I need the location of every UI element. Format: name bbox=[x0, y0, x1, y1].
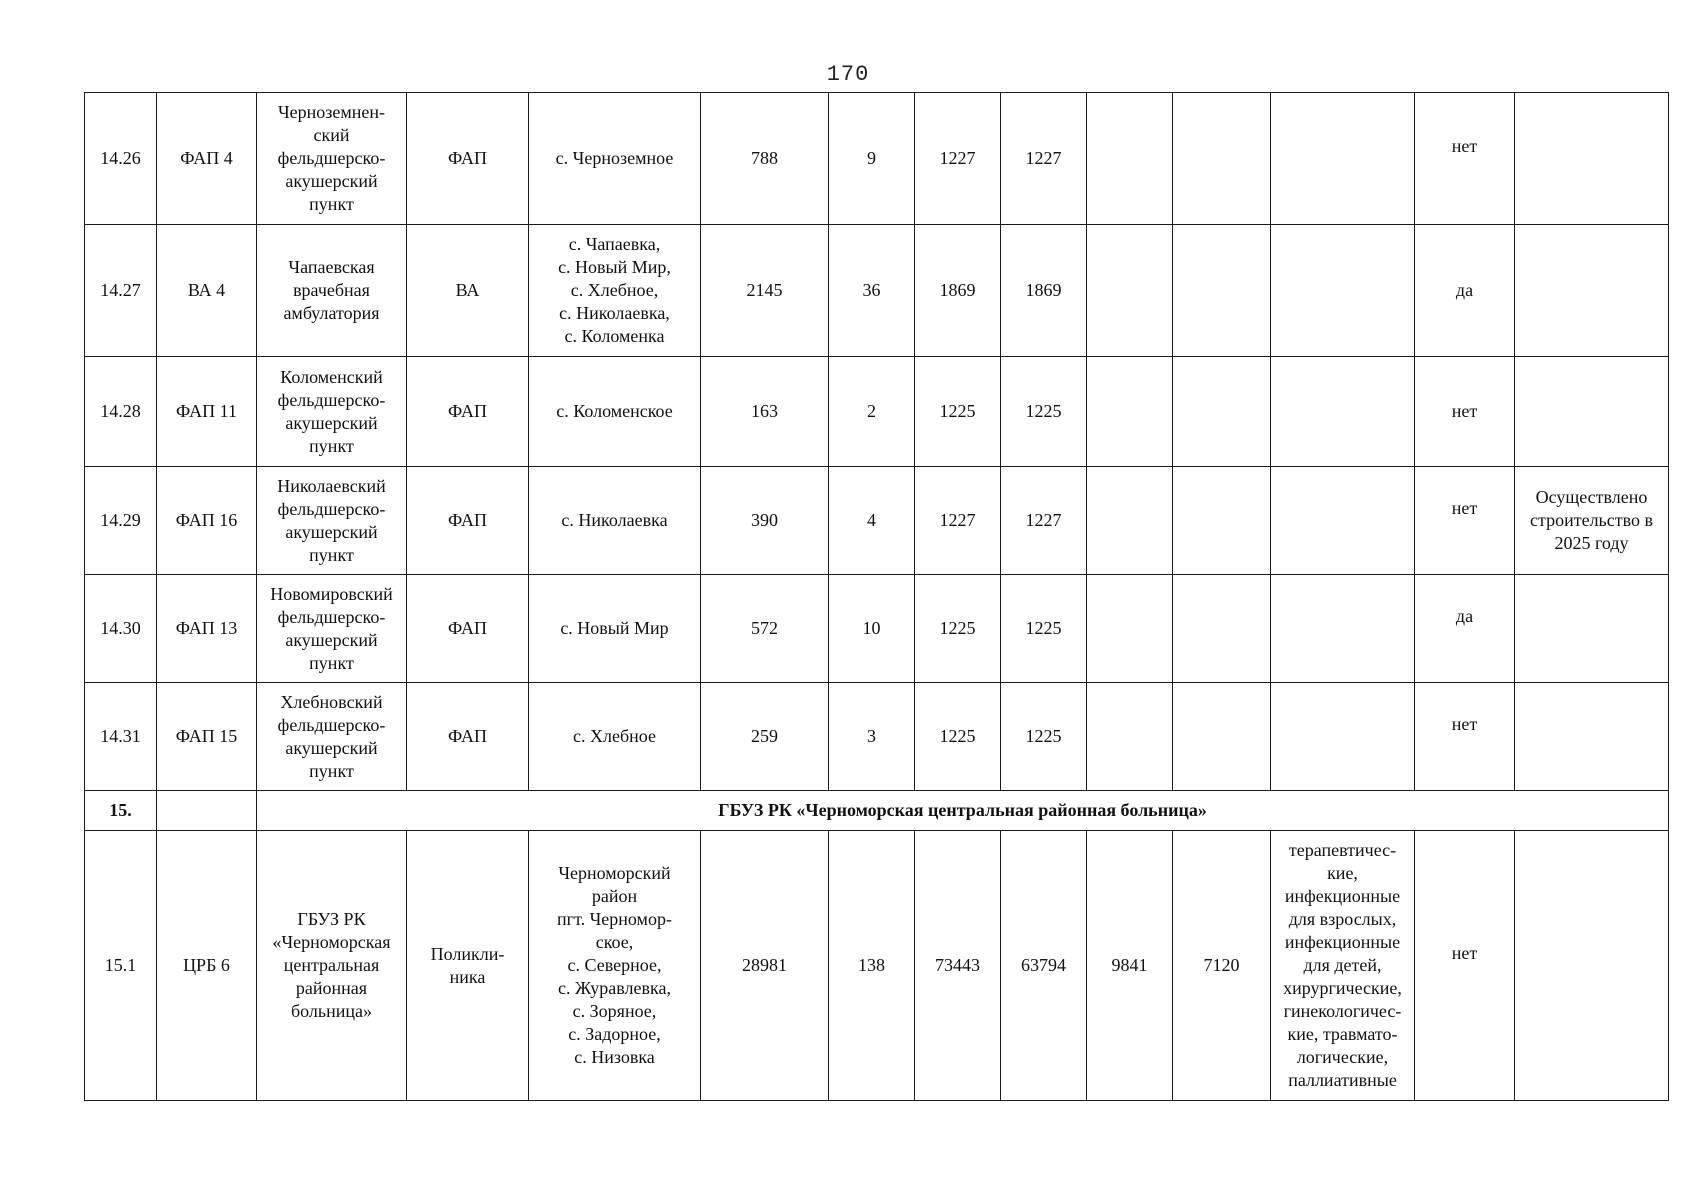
facility-name: Черноземнен- ский фельдшерско- акушерский пункт bbox=[257, 93, 407, 225]
cell-col12 bbox=[1271, 93, 1415, 225]
cell-col10 bbox=[1087, 575, 1173, 683]
facility-code: ФАП 15 bbox=[157, 683, 257, 791]
row-number: 14.26 bbox=[85, 93, 157, 225]
facility-address: Черноморский район пгт. Черномор- ское, с. Северное, с. Журавлевка, с. Зоряное, с. Задорное, с. Низовка bbox=[529, 831, 701, 1101]
cell-col7: 36 bbox=[829, 225, 915, 357]
cell-col9: 63794 bbox=[1001, 831, 1087, 1101]
cell-col10 bbox=[1087, 683, 1173, 791]
cell-col8: 73443 bbox=[915, 831, 1001, 1101]
section-header-row bbox=[85, 791, 1669, 831]
table-row bbox=[85, 357, 1669, 467]
cell-col9: 1869 bbox=[1001, 225, 1087, 357]
table-row bbox=[85, 575, 1669, 683]
section-empty-cell bbox=[157, 791, 257, 831]
cell-col11 bbox=[1173, 357, 1271, 467]
cell-col13: нет bbox=[1415, 357, 1515, 467]
cell-col9: 1225 bbox=[1001, 357, 1087, 467]
cell-col10 bbox=[1087, 225, 1173, 357]
facility-code: ВА 4 bbox=[157, 225, 257, 357]
cell-col9: 1225 bbox=[1001, 575, 1087, 683]
cell-col13 bbox=[1415, 93, 1515, 225]
cell-col9: 1227 bbox=[1001, 93, 1087, 225]
facility-name: ГБУЗ РК «Черноморская центральная районная больница» bbox=[257, 831, 407, 1101]
cell-col6: 28981 bbox=[701, 831, 829, 1101]
cell-col12-departments: терапевтичес- кие, инфекционные для взрослых, инфекционные для детей, хирургические, гинекологичес- кие, травмато- логические, паллиативные bbox=[1271, 831, 1415, 1101]
cell-col7: 10 bbox=[829, 575, 915, 683]
facility-type: ФАП bbox=[407, 93, 529, 225]
facility-name: Новомировский фельдшерско- акушерский пункт bbox=[257, 575, 407, 683]
cell-col13 bbox=[1415, 467, 1515, 575]
row-number: 14.31 bbox=[85, 683, 157, 791]
cell-col13-value: нет bbox=[1451, 136, 1478, 156]
cell-col7: 138 bbox=[829, 831, 915, 1101]
cell-col12 bbox=[1271, 683, 1415, 791]
cell-col14 bbox=[1515, 225, 1669, 357]
cell-col6: 163 bbox=[701, 357, 829, 467]
table-row bbox=[85, 831, 1669, 1101]
cell-col8: 1225 bbox=[915, 575, 1001, 683]
facility-name: Коломенский фельдшерско- акушерский пункт bbox=[257, 357, 407, 467]
cell-col6: 390 bbox=[701, 467, 829, 575]
cell-col8: 1227 bbox=[915, 93, 1001, 225]
cell-col14 bbox=[1515, 831, 1669, 1101]
cell-col7: 9 bbox=[829, 93, 915, 225]
cell-col13-value: да bbox=[1455, 606, 1474, 626]
cell-col11 bbox=[1173, 575, 1271, 683]
facility-code: ФАП 4 bbox=[157, 93, 257, 225]
cell-col7: 4 bbox=[829, 467, 915, 575]
section-number: 15. bbox=[85, 791, 157, 831]
cell-col7: 3 bbox=[829, 683, 915, 791]
cell-col13: да bbox=[1415, 225, 1515, 357]
facility-type: ВА bbox=[407, 225, 529, 357]
cell-col13 bbox=[1415, 831, 1515, 1101]
facility-type: ФАП bbox=[407, 467, 529, 575]
facilities-table bbox=[84, 92, 1669, 1101]
cell-col9: 1227 bbox=[1001, 467, 1087, 575]
cell-col14-note: Осуществлено строительство в 2025 году bbox=[1515, 467, 1669, 575]
facility-name: Николаевский фельдшерско- акушерский пункт bbox=[257, 467, 407, 575]
cell-col8: 1225 bbox=[915, 683, 1001, 791]
cell-col13 bbox=[1415, 683, 1515, 791]
cell-col14 bbox=[1515, 357, 1669, 467]
cell-col6: 572 bbox=[701, 575, 829, 683]
facility-type: ФАП bbox=[407, 683, 529, 791]
cell-col12 bbox=[1271, 357, 1415, 467]
cell-col8: 1227 bbox=[915, 467, 1001, 575]
cell-col14 bbox=[1515, 575, 1669, 683]
cell-col13-value: нет bbox=[1451, 498, 1478, 518]
cell-col8: 1869 bbox=[915, 225, 1001, 357]
facility-name: Хлебновский фельдшерско- акушерский пункт bbox=[257, 683, 407, 791]
facility-type: ФАП bbox=[407, 575, 529, 683]
row-number: 15.1 bbox=[85, 831, 157, 1101]
facility-address: с. Чапаевка, с. Новый Мир, с. Хлебное, с. Николаевка, с. Коломенка bbox=[529, 225, 701, 357]
facility-type: ФАП bbox=[407, 357, 529, 467]
facility-address: с. Новый Мир bbox=[529, 575, 701, 683]
facility-address: с. Хлебное bbox=[529, 683, 701, 791]
cell-col11: 7120 bbox=[1173, 831, 1271, 1101]
cell-col14 bbox=[1515, 93, 1669, 225]
cell-col8: 1225 bbox=[915, 357, 1001, 467]
table-row bbox=[85, 683, 1669, 791]
cell-col13 bbox=[1415, 575, 1515, 683]
cell-col10 bbox=[1087, 467, 1173, 575]
page-number: 170 bbox=[826, 62, 870, 87]
row-number: 14.27 bbox=[85, 225, 157, 357]
cell-col12 bbox=[1271, 467, 1415, 575]
facility-address: с. Николаевка bbox=[529, 467, 701, 575]
cell-col14 bbox=[1515, 683, 1669, 791]
table-row bbox=[85, 467, 1669, 575]
cell-col11 bbox=[1173, 683, 1271, 791]
table-row bbox=[85, 225, 1669, 357]
cell-col10 bbox=[1087, 93, 1173, 225]
section-title: ГБУЗ РК «Черноморская центральная районная больница» bbox=[257, 791, 1669, 831]
cell-col11 bbox=[1173, 93, 1271, 225]
facility-code: ФАП 11 bbox=[157, 357, 257, 467]
facility-address: с. Коломенское bbox=[529, 357, 701, 467]
facility-address: с. Черноземное bbox=[529, 93, 701, 225]
cell-col9: 1225 bbox=[1001, 683, 1087, 791]
cell-col12 bbox=[1271, 575, 1415, 683]
facility-code: ФАП 16 bbox=[157, 467, 257, 575]
facility-type: Поликли- ника bbox=[407, 831, 529, 1101]
cell-col12 bbox=[1271, 225, 1415, 357]
row-number: 14.28 bbox=[85, 357, 157, 467]
cell-col13-value: нет bbox=[1451, 943, 1478, 963]
cell-col6: 259 bbox=[701, 683, 829, 791]
facility-code: ФАП 13 bbox=[157, 575, 257, 683]
cell-col7: 2 bbox=[829, 357, 915, 467]
row-number: 14.30 bbox=[85, 575, 157, 683]
cell-col11 bbox=[1173, 467, 1271, 575]
cell-col10: 9841 bbox=[1087, 831, 1173, 1101]
row-number: 14.29 bbox=[85, 467, 157, 575]
cell-col10 bbox=[1087, 357, 1173, 467]
facility-name: Чапаевская врачебная амбулатория bbox=[257, 225, 407, 357]
cell-col6: 2145 bbox=[701, 225, 829, 357]
cell-col13-value: нет bbox=[1451, 714, 1478, 734]
facility-code: ЦРБ 6 bbox=[157, 831, 257, 1101]
table-row bbox=[85, 93, 1669, 225]
cell-col6: 788 bbox=[701, 93, 829, 225]
cell-col11 bbox=[1173, 225, 1271, 357]
